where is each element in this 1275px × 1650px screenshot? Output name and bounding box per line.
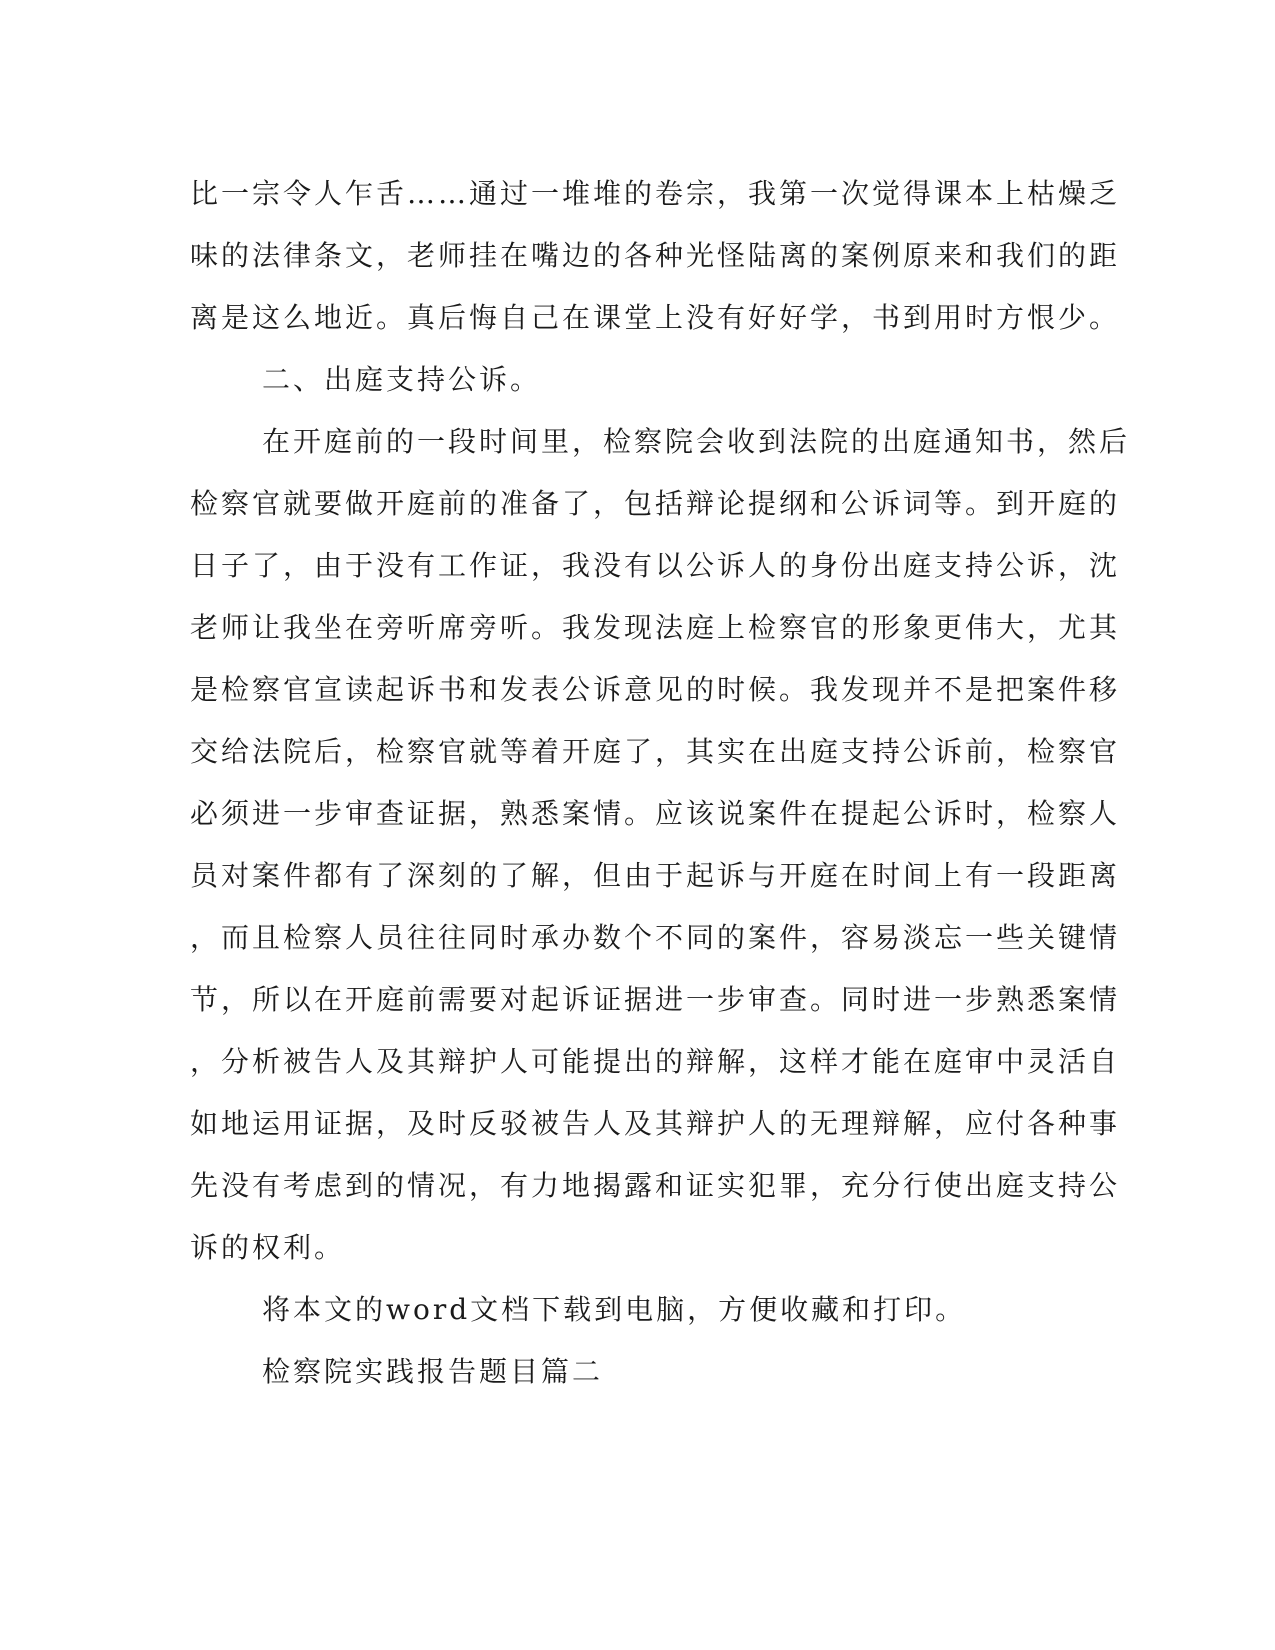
text-line: 是检察官宣读起诉书和发表公诉意见的时候。我发现并不是把案件移 bbox=[190, 673, 1121, 706]
text-line: 离是这么地近。真后悔自己在课堂上没有好好学，书到用时方恨少。 bbox=[190, 301, 1121, 334]
text-line: 老师让我坐在旁听席旁听。我发现法庭上检察官的形象更伟大，尤其 bbox=[190, 611, 1121, 644]
text-line: 检察官就要做开庭前的准备了，包括辩论提纲和公诉词等。到开庭的 bbox=[190, 487, 1121, 520]
text-line: 节，所以在开庭前需要对起诉证据进一步审查。同时进一步熟悉案情 bbox=[190, 983, 1121, 1016]
text-line: 员对案件都有了深刻的了解，但由于起诉与开庭在时间上有一段距离 bbox=[190, 859, 1121, 892]
text-line: 比一宗令人乍舌……通过一堆堆的卷宗，我第一次觉得课本上枯燥乏 bbox=[190, 177, 1121, 210]
text-line: ，而且检察人员往往同时承办数个不同的案件，容易淡忘一些关键情 bbox=[190, 921, 1121, 954]
text-line: 先没有考虑到的情况，有力地揭露和证实犯罪，充分行使出庭支持公 bbox=[190, 1169, 1121, 1202]
text-line: 味的法律条文，老师挂在嘴边的各种光怪陆离的案例原来和我们的距 bbox=[190, 239, 1121, 272]
text-line: 如地运用证据，及时反驳被告人及其辩护人的无理辩解，应付各种事 bbox=[190, 1107, 1121, 1140]
text-line: 必须进一步审查证据，熟悉案情。应该说案件在提起公诉时，检察人 bbox=[190, 797, 1121, 830]
next-section-title: 检察院实践报告题目篇二 bbox=[262, 1355, 604, 1388]
download-note: 将本文的word文档下载到电脑，方便收藏和打印。 bbox=[262, 1293, 967, 1326]
body-text bbox=[190, 163, 1131, 1403]
text-line: 日子了，由于没有工作证，我没有以公诉人的身份出庭支持公诉，沈 bbox=[190, 549, 1121, 582]
text-line: 诉的权利。 bbox=[190, 1231, 346, 1264]
text-line: 交给法院后，检察官就等着开庭了，其实在出庭支持公诉前，检察官 bbox=[190, 735, 1121, 768]
text-line: 在开庭前的一段时间里，检察院会收到法院的出庭通知书，然后 bbox=[262, 425, 1131, 458]
section-heading: 二、出庭支持公诉。 bbox=[262, 363, 542, 396]
text-line: ，分析被告人及其辩护人可能提出的辩解，这样才能在庭审中灵活自 bbox=[190, 1045, 1121, 1078]
